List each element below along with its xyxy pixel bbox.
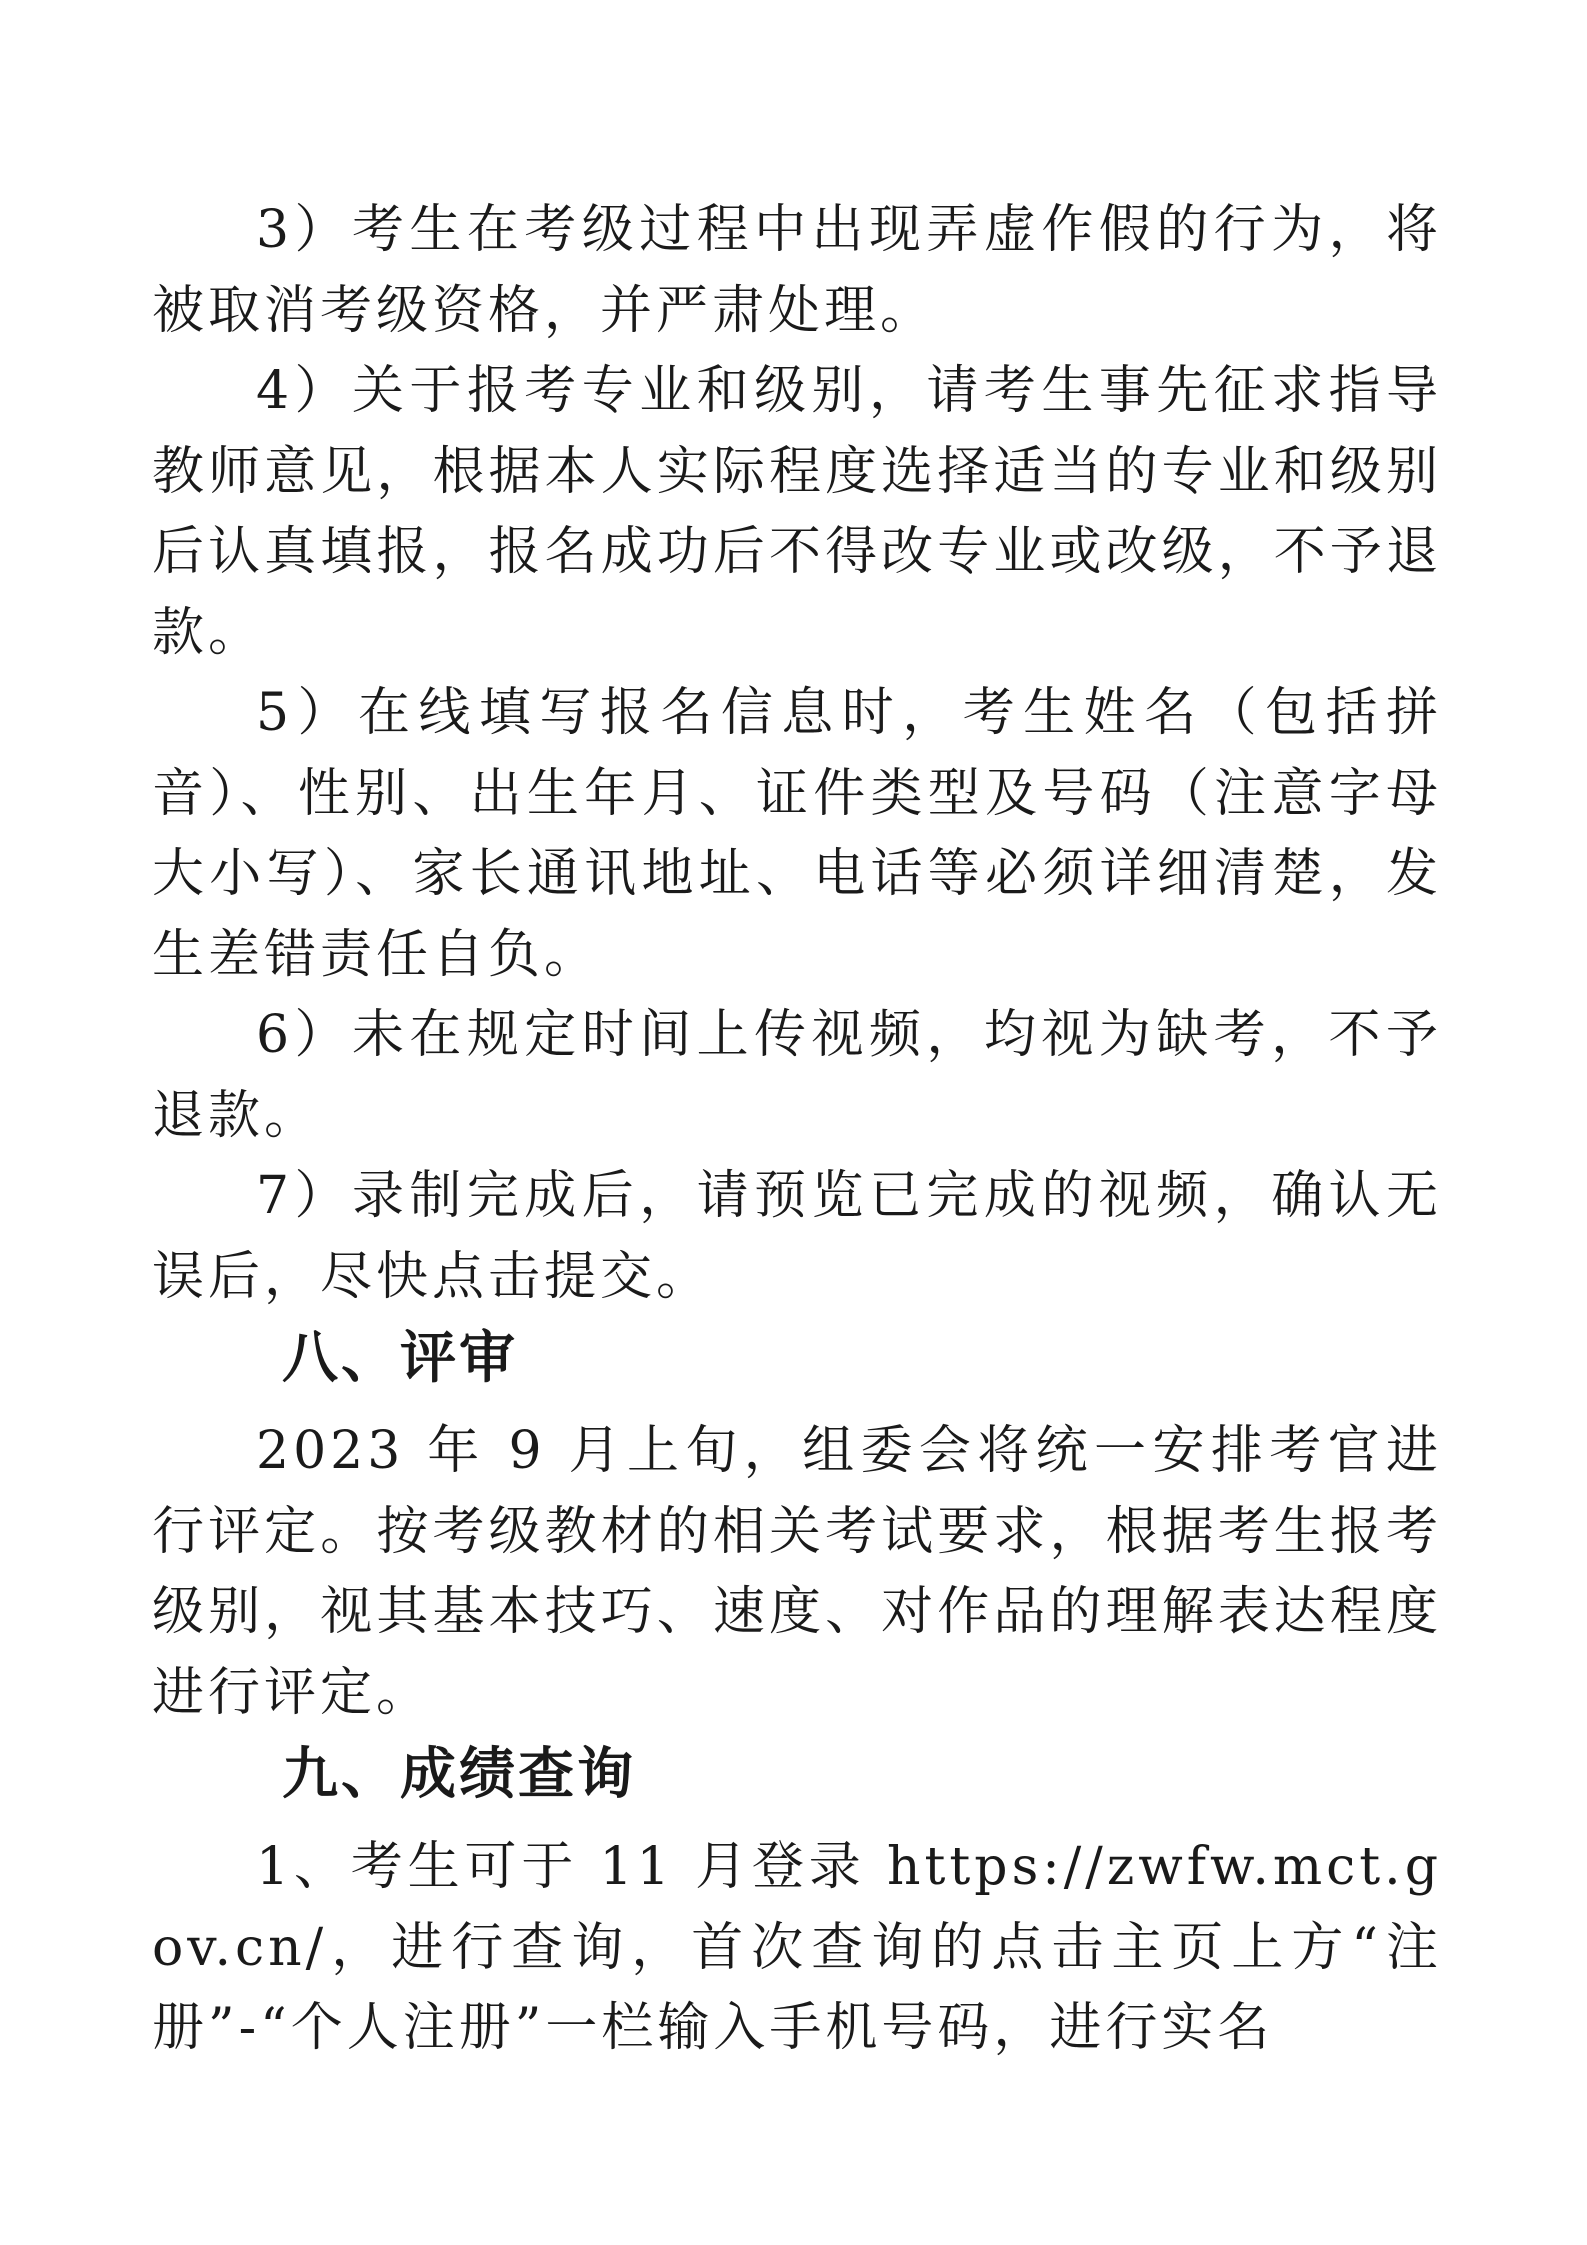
document-body — [152, 190, 1442, 2069]
paragraph-review: 2023 年 9 月上旬，组委会将统一安排考官进行评定。按考级教材的相关考试要求，根据考生报考级别，视其基本技巧、速度、对作品的理解表达程度进行评定。 — [152, 1421, 1442, 1723]
paragraph-item-7: 7）录制完成后，请预览已完成的视频，确认无误后，尽快点击提交。 — [152, 1166, 1442, 1307]
paragraph-item-6: 6）未在规定时间上传视频，均视为缺考，不予退款。 — [152, 1005, 1442, 1146]
section-heading-review: 八、评审 — [282, 1326, 518, 1391]
paragraph-item-4: 4）关于报考专业和级别，请考生事先征求指导教师意见，根据本人实际程度选择适当的专业和级别后认真填报，报名成功后不得改专业或改级，不予退款。 — [152, 361, 1442, 663]
paragraph-item-5: 5）在线填写报名信息时，考生姓名（包括拼音）、性别、出生年月、证件类型及号码（注意字母大小写）、家长通讯地址、电话等必须详细清楚，发生差错责任自负。 — [152, 683, 1442, 985]
paragraph-score-query: 1、考生可于 11 月登录 https://zwfw.mct.gov.cn/，进行查询，首次查询的点击主页上方“注册”-“个人注册”一栏输入手机号码，进行实名 — [152, 1837, 1442, 2058]
section-heading-score-query: 九、成绩查询 — [282, 1742, 636, 1807]
paragraph-item-3: 3）考生在考级过程中出现弄虚作假的行为，将被取消考级资格，并严肃处理。 — [152, 200, 1442, 341]
